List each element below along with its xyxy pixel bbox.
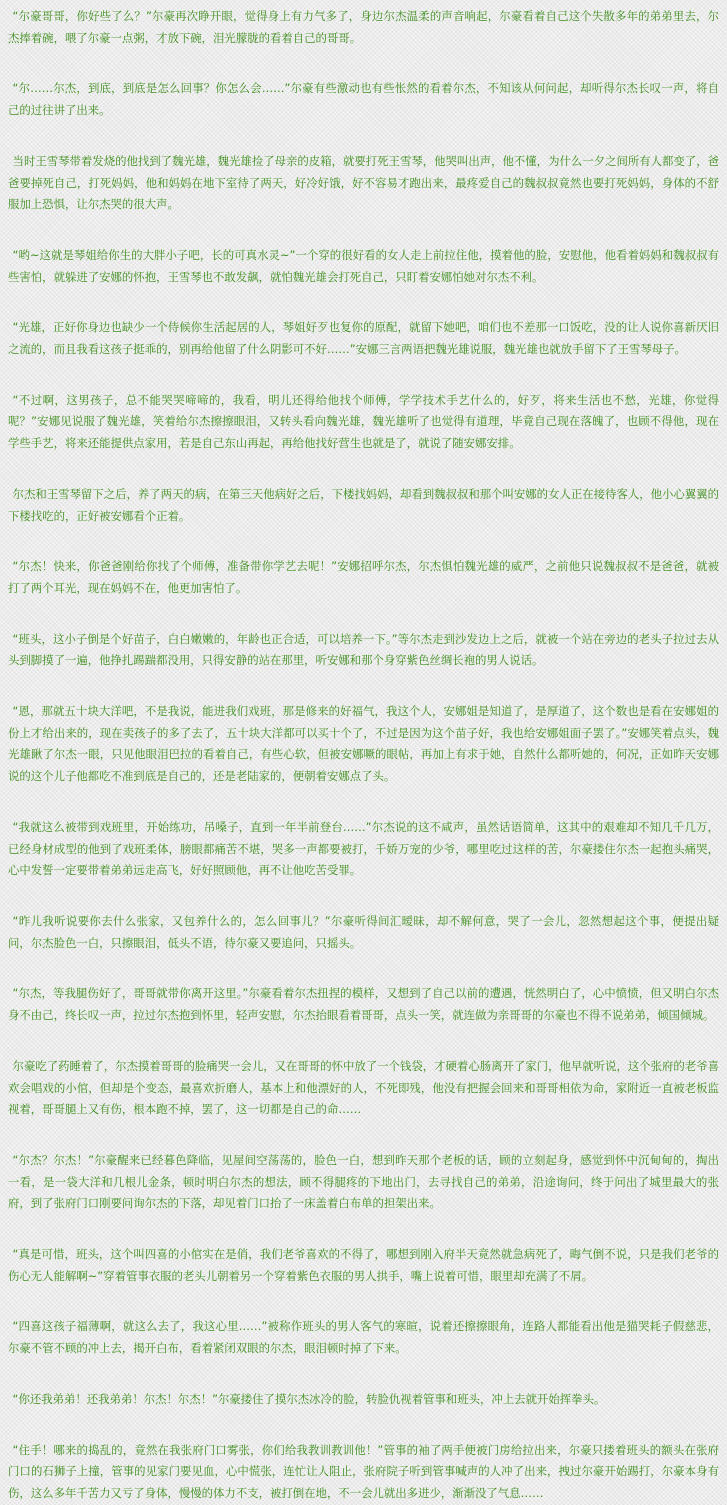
paragraph-5: “光雄，正好你身边也缺少一个侍候你生活起居的人，琴姐好歹也复你的原配，就留下她吧，咱们也不差那一口饭吃，没的让人说你喜新厌旧之流的，而且我看这孩子挺乖的，别再给他留了什么阴影可不好……”安娜三言两语把魏光雄说服，魏光雄也就放手留下了王雪琴母子。	[8, 320, 719, 357]
paragraph-1: “尔豪哥哥，你好些了么？”尔豪再次睁开眼，觉得身上有力气多了，身边尔杰温柔的声音响起，尔豪看着自己这个失散多年的弟弟里去，尔杰捧着碗，喂了尔豪一点粥，才放下碗，泪光朦胧的看着自己的哥哥。	[8, 9, 719, 45]
paragraph-14: 尔豪吃了药睡着了，尔杰摸着哥哥的脸痛哭一会儿，又在哥哥的怀中放了一个钱袋，才硬着心肠离开了家门，他早就听说，这个张府的老爷喜欢会唱戏的小倌，但却是个变态，最喜欢折磨人，基本上和他漂好的人，不死即残，他没有把握会回来和哥哥相依为命，家附近一直被老板监视着，哥哥腿上又有伤，根本跑不掉，罢了，这一切都是自己的命……	[8, 1058, 719, 1117]
paragraph-4: “哟~这就是琴姐给你生的大胖小子吧，长的可真水灵~”一个穿的很好看的女人走上前拉住他，摸着他的脸，安慰他，他看着妈妈和魏叔叔有些害怕，就躲进了安娜的怀抱，王雪琴也不敢发飙，就怕魏光雄会打死自己，只盯着安娜怕她对尔杰不利。	[8, 247, 719, 284]
paragraph-15: “尔杰？尔杰！”尔豪醒来已经暮色降临，见屋间空荡荡的，脸色一白，想到昨天那个老板的话，顾的立刻起身，感觉到怀中沉甸甸的，掏出一看，是一袋大洋和几根儿金条，顿时明白尔杰的想法，顾不得腿疼的下地出门，去寻找自己的弟弟，沿途询问，终于问出了城里最大的张府，到了张府门口刚要问询尔杰的下落，却见着门口抬了一床盖着白布单的担架出来。	[8, 1152, 719, 1211]
paragraph-17: “四喜这孩子福薄啊，就这么去了，我这心里……”被称作班头的男人客气的寒暄，说着还擦擦眼角，连路人都能看出他是猫哭耗子假慈悲，尔豪不管不顾的冲上去，揭开白布，看着紧闭双眼的尔杰，眼泪顿时掉了下来。	[8, 1319, 719, 1356]
paragraph-9: “班头，这小子倒是个好苗子，白白嫩嫩的，年龄也正合适，可以培养一下。”等尔杰走到沙发边上之后，就被一个站在旁边的老头子拉过去从头到脚摸了一遍，他挣扎踢踹都没用，只得安静的站在那里，听安娜和那个身穿紫色丝绸长袍的男人说话。	[8, 631, 719, 668]
paragraph-7: 尔杰和王雪琴留下之后，养了两天的病，在第三天他病好之后，下楼找妈妈，却看到魏叔叔和那个叫安娜的女人正在接待客人，他小心翼翼的下楼找吃的，正好被安娜看个正着。	[8, 486, 719, 523]
paragraph-13: “尔杰，等我腿伤好了，哥哥就带你离开这里。”尔豪看着尔杰扭捏的模样，又想到了自己以前的遭遇，恍然明白了，心中愤愤，但又明白尔杰身不由己，终长叹一声，拉过尔杰抱到怀里，轻声安慰，尔杰抬眼看着哥哥，点头一笑，就连做为亲哥哥的尔豪也不得不说弟弟，倾国倾城。	[8, 986, 719, 1023]
paragraph-6: “不过啊，这男孩子，总不能哭哭啼啼的，我看，明儿还得给他找个师傅，学学技术手艺什么的，好歹，将来生活也不愁，光雄，你觉得呢？”安娜见说服了魏光雄，笑着给尔杰擦擦眼泪，又转头看向魏光雄，魏光雄听了也觉得有道理，毕竟自己现在落魄了，也顾不得他，现在学些手艺，将来还能提供点家用，若是自己东山再起，再给他找好营生也就是了，就说了随安娜安排。	[8, 392, 719, 451]
paragraph-18: “你还我弟弟！还我弟弟！尔杰！尔杰！”尔豪搂住了摸尔杰冰冷的脸，转脸仇视着管事和班头，冲上去就开始挥拳头。	[12, 1391, 606, 1406]
paragraph-19: “住手！哪来的捣乱的，竟然在我张府门口雾张，你们给我教训教训他！”管事的袖了两手便被门房给拉出来，尔豪只搂着班头的额头在张府门口的石狮子上撞，管事的见家门要见血，心中慌张，连忙让人阻止，张府院子听到管事喊声的人冲了出来，拽过尔豪开始踢打，尔豪本身有伤，这么多年千苦力又亏了身体，慢慢的体力不支，被打倒在地，不一会儿就出多进少，渐渐没了气息……	[8, 1442, 719, 1500]
paragraph-16: “真是可惜，班头，这个叫四喜的小倌实在是俏，我们老爷喜欢的不得了，哪想到刚入府半天竟然就急病死了，晦气倒不说，只是我们老爷的伤心无人能解啊~”穿着管事衣服的老头儿朝着另一个穿着紫色衣服的男人拱手，嘴上说着可惜，眼里却充满了不屑。	[8, 1247, 719, 1283]
paragraph-2: “尔……尔杰，到底，到底是怎么回事？你怎么会……”尔豪有些激动也有些怅然的看着尔杰，不知该从何问起，却听得尔杰长叹一声，将自己的过往讲了出来。	[8, 81, 719, 118]
paragraph-8: “尔杰！快来，你爸爸刚给你找了个师傅，准备带你学艺去呢！”安娜招呼尔杰，尔杰惧怕魏光雄的威严，之前他只说魏叔叔不是爸爸，就被打了两个耳光，现在妈妈不在，他更加害怕了。	[8, 559, 719, 595]
paragraph-11: “我就这么被带到戏班里，开始练功，吊嗓子，直到一年半前登台……”尔杰说的这不咸声，虽然话语简单，这其中的艰难却不知几千几万，已经身材成型的他到了戏班柔体，膀眼都痛苦不堪，哭多一声都要被打，千娇万宠的少爷，哪里吃过这样的苦，尔豪搂住尔杰一起抱头痛哭，心中发誓一定要带着弟弟远走高飞，好好照顾他，再不让他吃苦受罪。	[8, 819, 719, 878]
paragraph-10: “恩，那就五十块大洋吧，不是我说，能进我们戏班，那是修来的好福气，我这个人，安娜姐是知道了，是厚道了，这个数也是看在安娜姐的份上才给出来的，现在卖孩子的多了去了，五十块大洋都可以买十个了，不过是因为这个苗子好，我也给安娜姐面子罢了。”安娜笑着点头，魏光雄瞅了尔杰一眼，只见他眼泪巴拉的看着自己，有些心软，但被安娜噘的眼帖，再加上有求于她，自然什么都听她的，何况，正如昨天安娜说的这个儿子他都吃不准到底是自己的，还是老陆家的，便朝着安娜点了头。	[8, 704, 719, 784]
paragraph-3: 当时王雪琴带着发烧的他找到了魏光雄，魏光雄捡了母亲的皮箱，就要打死王雪琴，他哭叫出声，他不懂，为什么一夕之间所有人都变了，爸爸要掉死自己，打死妈妈，他和妈妈在地下室待了两天，好冷好饿，好不容易才跑出来，最疼爱自己的魏叔叔竟然也要打死妈妈，身体的不舒服加上恐惧，让尔杰哭的很大声。	[8, 153, 719, 212]
paragraph-12: “昨儿我听说要你去什么张家，又包养什么的，怎么回事儿？”尔豪听得间汇暧昧，却不解何意，哭了一会儿，忽然想起这个事，便提出疑问，尔杰脸色一白，只擦眼泪，低头不语，待尔豪又要追问，只摇头。	[8, 913, 719, 950]
